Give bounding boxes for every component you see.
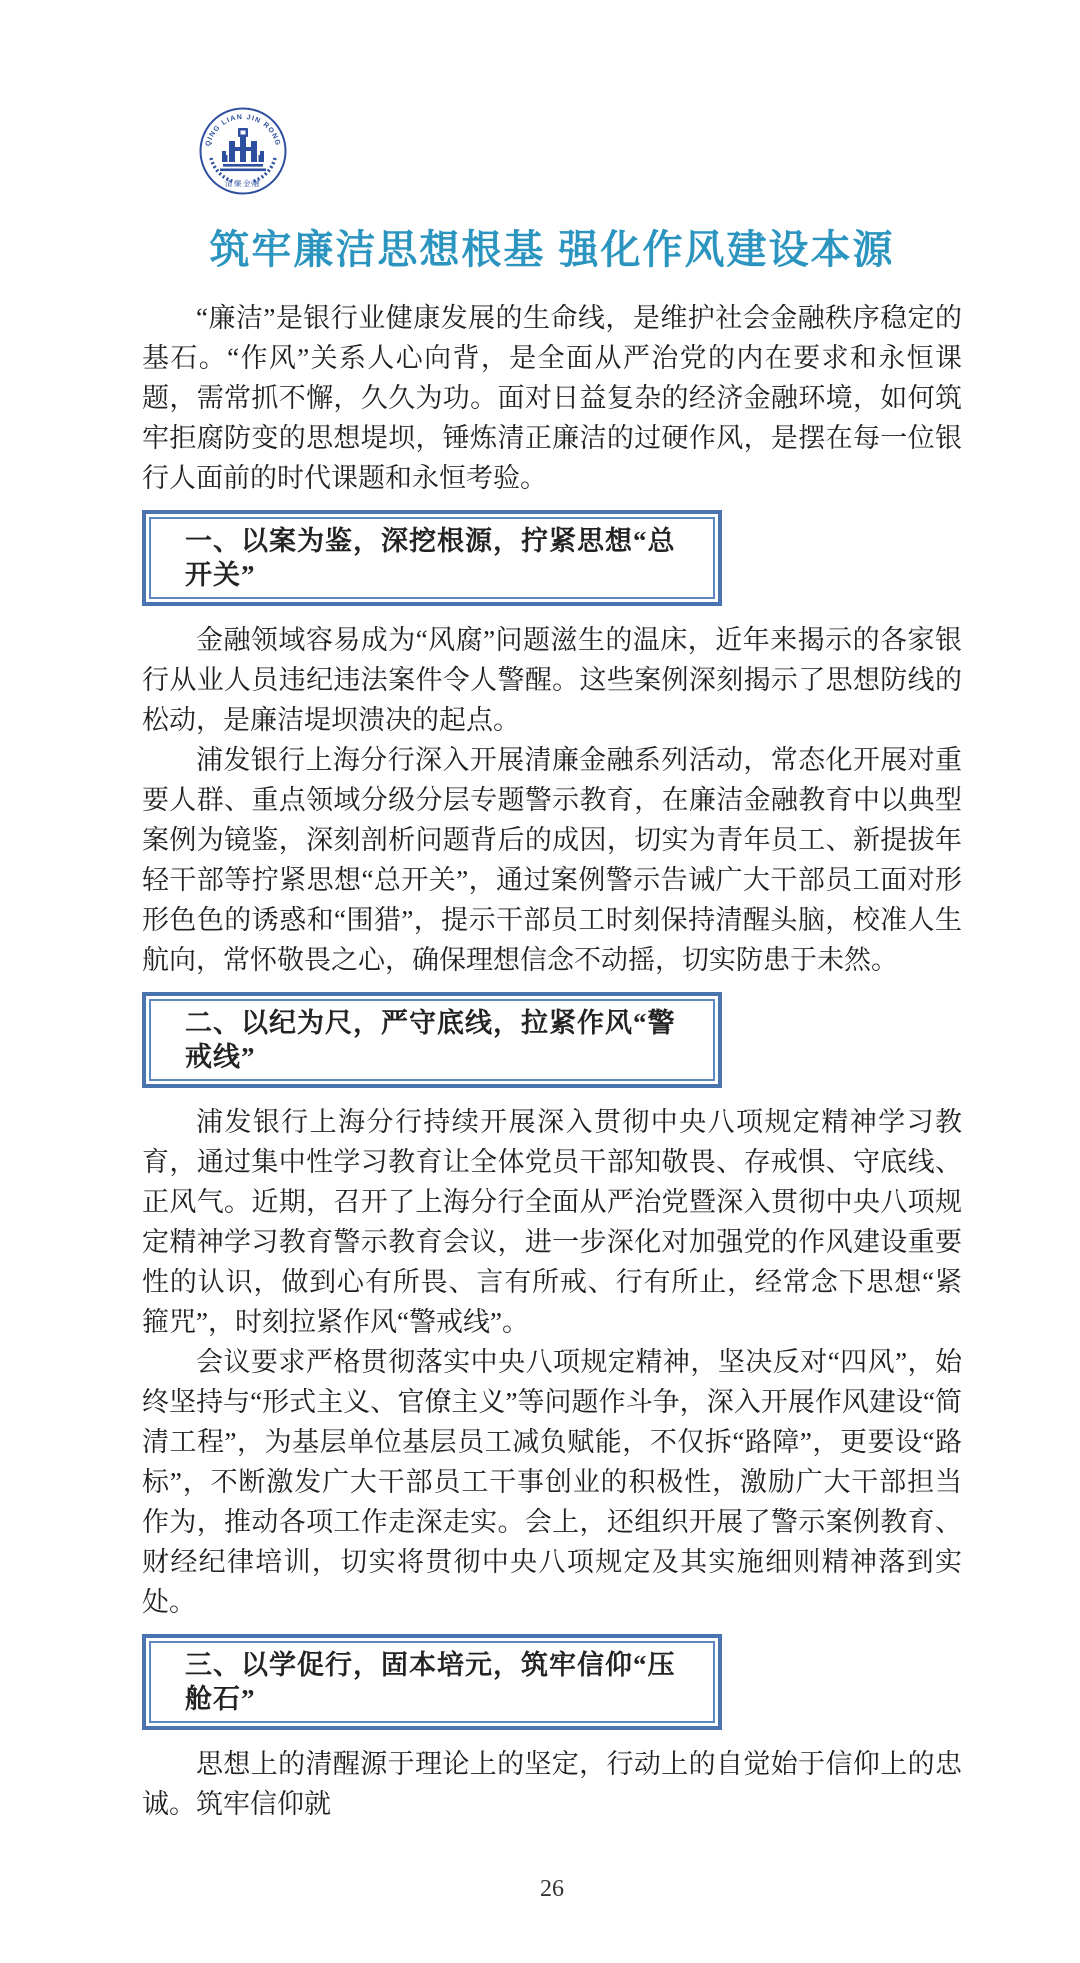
section-3-heading-box: [142, 1634, 722, 1730]
section-3-heading: 三、以学促行，固本培元，筑牢信仰“压舱石”: [149, 1641, 715, 1723]
section-2-paragraph-2: 会议要求严格贯彻落实中央八项规定精神，坚决反对“四风”，始终坚持与“形式主义、官僚主义”等问题作斗争，深入开展作风建设“简清工程”，为基层单位基层员工减负赋能，不仅拆“路障”，更要设“路标”，不断激发广大干部员工干事创业的积极性，激励广大干部担当作为，推动各项工作走深走实。会上，还组织开展了警示案例教育、财经纪律培训，切实将贯彻中央八项规定及其实施细则精神落到实处。: [142, 1347, 962, 1617]
seal-logo: [198, 106, 288, 196]
section-2-heading: 二、以纪为尺，严守底线，拉紧作风“警戒线”: [149, 999, 715, 1081]
svg-text:QING LIAN JIN RONG: QING LIAN JIN RONG: [204, 113, 282, 148]
article-title: 筑牢廉洁思想根基 强化作风建设本源: [209, 228, 895, 272]
section-1-paragraph-2: 浦发银行上海分行深入开展清廉金融系列活动，常态化开展对重要人群、重点领域分级分层专题警示教育，在廉洁金融教育中以典型案例为镜鉴，深刻剖析问题背后的成因，切实为青年员工、新提拔年轻干部等拧紧思想“总开关”，通过案例警示告诫广大干部员工面对形形色色的诱惑和“围猎”，提示干部员工时刻保持清醒头脑，校准人生航向，常怀敬畏之心，确保理想信念不动摇，切实防患于未然。: [142, 745, 962, 975]
intro-paragraph: “廉洁”是银行业健康发展的生命线，是维护社会金融秩序稳定的基石。“作风”关系人心向背，是全面从严治党的内在要求和永恒课题，需常抓不懈，久久为功。面对日益复杂的经济金融环境，如何筑牢拒腐防变的思想堤坝，锤炼清正廉洁的过硬作风，是摆在每一位银行人面前的时代课题和永恒考验。: [142, 303, 962, 493]
seal-logo-icon: [198, 106, 288, 196]
page-number: 26: [540, 1876, 564, 1902]
section-1-heading: 一、以案为鉴，深挖根源，拧紧思想“总开关”: [149, 517, 715, 599]
section-2-paragraph-1: 浦发银行上海分行持续开展深入贯彻中央八项规定精神学习教育，通过集中性学习教育让全体党员干部知敬畏、存戒惧、守底线、正风气。近期，召开了上海分行全面从严治党暨深入贯彻中央八项规定精神学习教育警示教育会议，进一步深化对加强党的作风建设重要性的认识，做到心有所畏、言有所戒、行有所止，经常念下思想“紧箍咒”，时刻拉紧作风“警戒线”。: [142, 1107, 962, 1337]
section-1-heading-box: [142, 510, 722, 606]
section-1-paragraph-1: 金融领域容易成为“风腐”问题滋生的温床，近年来揭示的各家银行从业人员违纪违法案件令人警醒。这些案例深刻揭示了思想防线的松动，是廉洁堤坝溃决的起点。: [142, 625, 962, 735]
section-2-heading-box: [142, 992, 722, 1088]
section-3-paragraph-1: 思想上的清醒源于理论上的坚定，行动上的自觉始于信仰上的忠诚。筑牢信仰就: [142, 1749, 962, 1819]
page-content: [142, 0, 962, 1963]
svg-text:清廉金融: 清廉金融: [225, 179, 261, 188]
